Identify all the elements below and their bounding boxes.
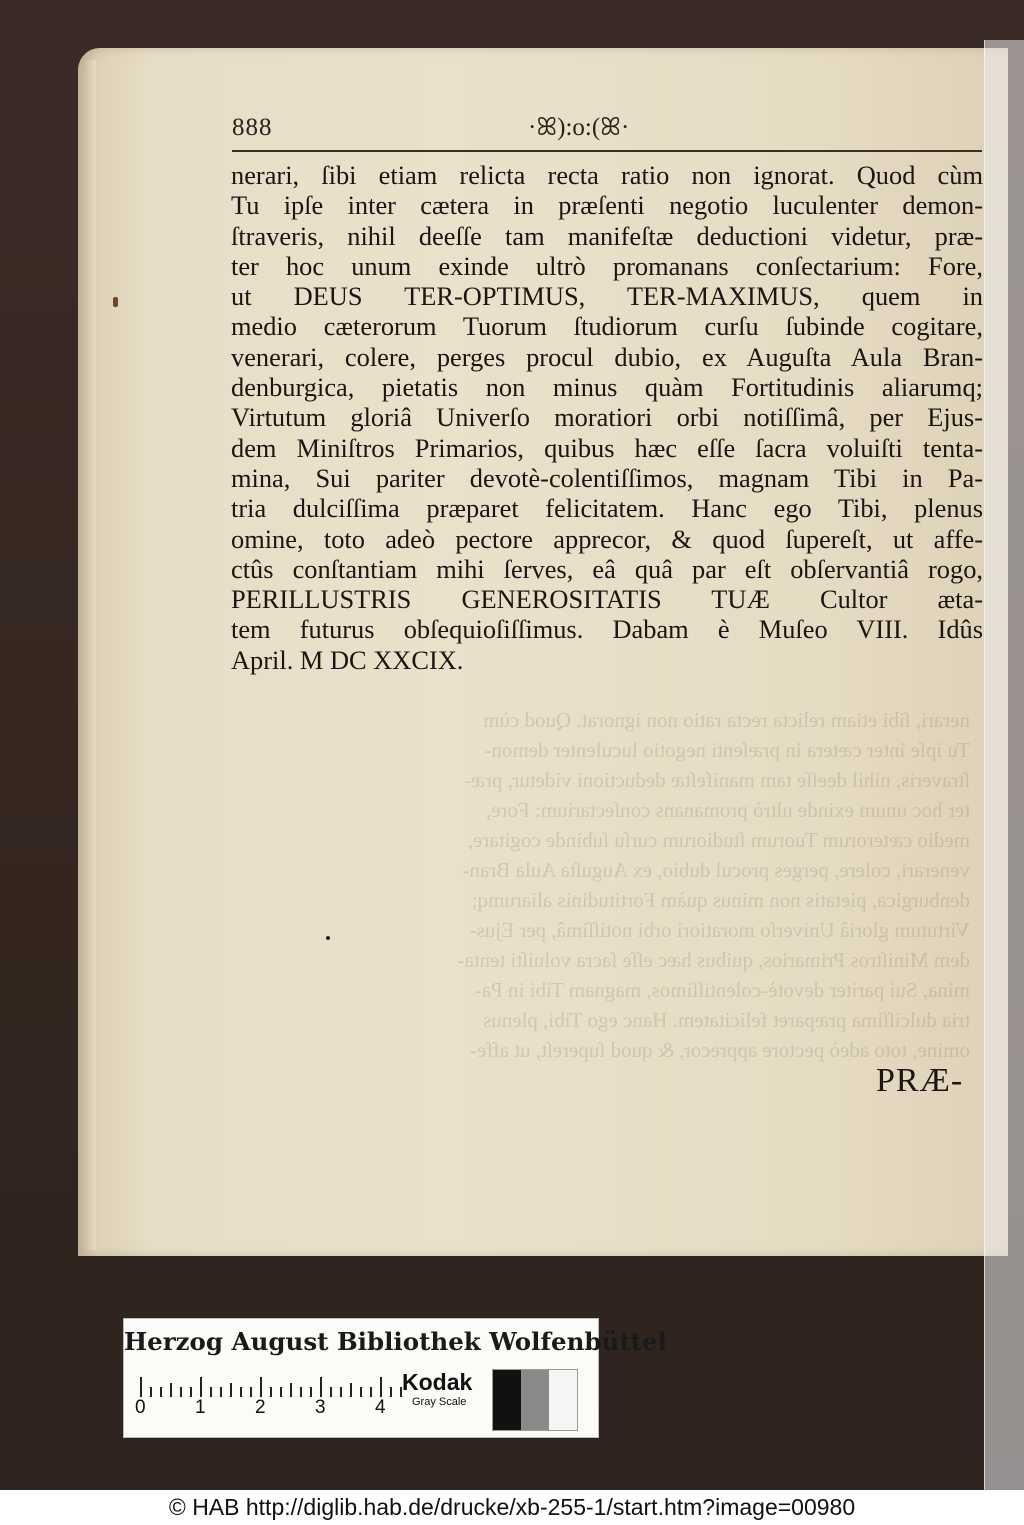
- copyright-url[interactable]: © HAB http://diglib.hab.de/drucke/xb-255-1/start.htm?image=00980: [168, 1494, 856, 1520]
- ruler-tick: [180, 1387, 182, 1397]
- ruler-tick: [250, 1387, 252, 1397]
- text-line: ſtraveris, nihil deeſſe tam manifeſtæ deductioni videtur, præ-: [231, 220, 983, 251]
- gray-scale-label: Gray Scale: [412, 1396, 467, 1408]
- text-line: tria dulciſſima præparet felicitatem. Hanc ego Tibi, plenus: [231, 493, 983, 524]
- show-through-text: [230, 705, 970, 1085]
- ruler-number: 1: [195, 1397, 206, 1418]
- ruler-tick: [310, 1387, 312, 1397]
- show-through-line: mina, Sui pariter devotè-colentiſſimos, magnam Tibi in Pa-: [474, 978, 970, 1002]
- ruler-tick: [280, 1387, 282, 1397]
- show-through-line: medio cæterorum Tuorum ſtudiorum curſu ſubinde cogitare,: [467, 828, 970, 852]
- show-through-line: omine, toto adeò pectore apprecor, & quod ſupereſt, ut affe-: [469, 1038, 970, 1062]
- text-line: ter hoc unum exinde ultrò promanans conſectarium: Fore,: [231, 250, 983, 281]
- show-through-line: ſtraveris, nihil deeſſe tam manifeſtæ deductioni videtur, præ-: [464, 768, 970, 792]
- ruler-tick: [160, 1387, 162, 1397]
- gray-swatch: [493, 1370, 521, 1430]
- ruler-number: 0: [135, 1397, 146, 1418]
- ruler-tick: [380, 1377, 382, 1397]
- ruler-tick: [340, 1387, 342, 1397]
- show-through-line: denburgica, pietatis non minus quàm Fortitudinis aliarumq;: [471, 888, 970, 912]
- ruler-tick: [360, 1387, 362, 1397]
- ruler-tick: [290, 1383, 292, 1397]
- catchword: PRÆ-: [876, 1062, 964, 1099]
- ruler-tick: [190, 1387, 192, 1397]
- show-through-line: ter hoc unum exinde ultrò promanans conſectarium: Fore,: [485, 798, 970, 822]
- text-line: dem Miniſtros Primarios, quibus hæc eſſe ſacra voluiſti tenta-: [231, 432, 983, 463]
- page-number: 888: [232, 114, 273, 141]
- text-line: ut DEUS TER-OPTIMUS, TER-MAXIMUS, quem in: [231, 281, 983, 312]
- ruler-tick: [330, 1387, 332, 1397]
- ruler-number: 4: [375, 1397, 386, 1418]
- gray-swatch: [549, 1370, 577, 1430]
- ruler-tick: [320, 1377, 322, 1397]
- ruler-tick: [220, 1387, 222, 1397]
- color-reference-card: [123, 1318, 667, 1438]
- show-through-line: Virtutum gloriâ Univerſo moratiori orbi notiſſimâ, per Ejus-: [469, 918, 970, 942]
- ruler-tick: [350, 1383, 352, 1397]
- ruler-tick: [150, 1387, 152, 1397]
- ruler-tick: [370, 1387, 372, 1397]
- ruler-tick: [260, 1377, 262, 1397]
- ruler-number: 3: [315, 1397, 326, 1418]
- show-through-line: venerari, colere, perges procul dubio, ex Auguſta Aula Bran-: [462, 858, 970, 882]
- text-line: nerari, ſibi etiam relicta recta ratio non ignorat. Quod cùm: [231, 160, 983, 190]
- gray-swatch: [521, 1370, 549, 1430]
- text-line: medio cæterorum Tuorum ſtudiorum curſu ſubinde cogitare,: [231, 311, 983, 342]
- show-through-line: nerari, ſibi etiam relicta recta ratio non ignorat. Quod cùm: [483, 708, 970, 732]
- library-name: Herzog August Bibliothek Wolfenbüttel: [124, 1327, 667, 1356]
- text-line: denburgica, pietatis non minus quàm Fortitudinis aliarumq;: [231, 372, 983, 403]
- text-line: Virtutum gloriâ Univerſo moratiori orbi notiſſimâ, per Ejus-: [231, 402, 983, 433]
- ruler-tick: [300, 1387, 302, 1397]
- ruler-number: 2: [255, 1397, 266, 1418]
- ruler-tick: [230, 1383, 232, 1397]
- text-line: ctûs conſtantiam mihi ſerves, eâ quâ par eſt obſervantiâ rogo,: [231, 553, 983, 584]
- footer: [0, 1490, 1024, 1525]
- text-line: omine, toto adeò pectore apprecor, & quod ſupereſt, ut affe-: [231, 523, 983, 554]
- gray-swatches: [492, 1369, 578, 1431]
- ruler-tick: [140, 1377, 142, 1397]
- ruler-tick: [170, 1383, 172, 1397]
- header-rule: [232, 150, 982, 152]
- header-ornament: ·ꕤ):o:(ꕤ·: [528, 114, 630, 141]
- text-line: mina, Sui pariter devotè-colentiſſimos, magnam Tibi in Pa-: [231, 462, 983, 493]
- show-through-line: tria dulciſſima præparet felicitatem. Hanc ego Tibi, plenus: [483, 1008, 970, 1032]
- margin-mark: [113, 297, 118, 307]
- show-through-line: Tu ipſe inter cætera in præſenti negotio luculenter demon-: [484, 738, 970, 762]
- body-text: [231, 160, 983, 675]
- ruler-tick: [390, 1387, 392, 1397]
- show-through-line: dem Miniſtros Primarios, quibus hæc eſſe ſacra voluiſti tenta-: [457, 948, 970, 972]
- page-edge: [86, 60, 96, 1250]
- next-page-overlay: [984, 40, 1024, 1490]
- text-line: Tu ipſe inter cætera in præſenti negotio luculenter demon-: [231, 190, 983, 221]
- text-line: April. M DC XXCIX.: [231, 644, 464, 675]
- text-line: PERILLUSTRIS GENEROSITATIS TUÆ Cultor æta-: [231, 584, 983, 615]
- ruler-tick: [210, 1387, 212, 1397]
- kodak-logo: Kodak: [402, 1369, 473, 1395]
- ink-dot: [326, 936, 330, 940]
- ruler-tick: [200, 1377, 202, 1397]
- text-line: tem futurus obſequioſiſſimus. Dabam è Muſeo VIII. Idûs: [231, 614, 983, 645]
- ruler-tick: [240, 1387, 242, 1397]
- ruler-tick: [270, 1387, 272, 1397]
- page-header: [232, 112, 992, 152]
- text-line: venerari, colere, perges procul dubio, ex Auguſta Aula Bran-: [231, 341, 983, 372]
